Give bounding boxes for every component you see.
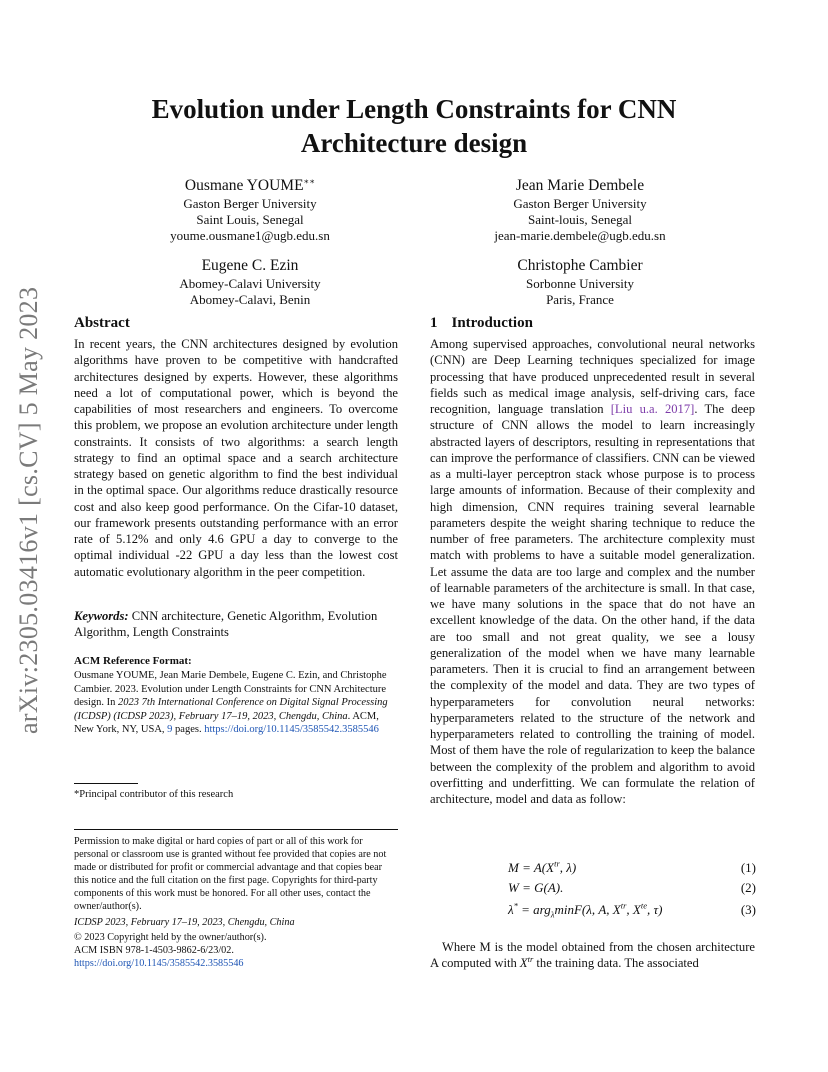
author-block-3 [120, 256, 380, 308]
equation-2: W = G(A). [508, 880, 564, 895]
footnote-rule [74, 783, 138, 784]
permission-text: Permission to make digital or hard copies of part or all of this work for personal or classroom use is granted without fee provided that copies are not made or distributed for profit or commercial advantage and that copies bear this notice and the full citation on the first page. Copyrights for third-party components of this work must be honored. For all other uses, contact the owner/author(s). [74, 836, 387, 912]
section-number: 1 [430, 315, 438, 331]
keywords-text: CNN architecture, Genetic Algorithm, Evolution Algorithm, Length Constraints [74, 609, 378, 640]
equation-1-number: (1) [740, 860, 756, 875]
author-affiliation: Gaston Berger University [183, 196, 317, 211]
equation-3: λ* = arg$_\lambda$minF(λ, A, $X^{tr}$, $X^{te}$, τ) [508, 900, 663, 920]
keywords-label: Keywords: [74, 609, 129, 623]
author-affiliation: Abomey-Calavi University [179, 276, 321, 291]
intro-text-part-2: . The deep structure of CNN allows the model to learn increasingly abstracted layers of descriptors, resulting in representations that can improve the performance of classifiers. CNN can be viewed as a multi-layer perceptron stack whose purpose is to process large amounts of information. Because of their complexity and high dimension, CNN requires training several learnable parameters despite the weight sharing technique to reduce the number of free parameters. The architecture complexity must match with problems to have a suitable model generalization. Let assume the data are too large and complex and the number of learnable parameters of the architecture is small. In that case, we have many solutions in the space that do not have an excellent knowledge of the data. On the other hand, if the data are too small and not great quality, we see a lousy generalization of the model when we have many learnable parameters. Then it is crucial to find an arrangement between the complexity of the model and data. They are two types of hyperparameters for convolution neural networks: hyperparameters related to the structure of the network and hyperparameters related to controlling the training of model. Most of them have the role of regularization to keep the balance between the complexity of the problem and algorithm to avoid overfitting and underfitting. We can formulate the relation of architecture, model and data as follow: [430, 402, 755, 806]
reference-authors: Ousmane YOUME, Jean Marie Dembele, Eugene C. Ezin, and Christophe Cambier. 2023. Evolution under Length Constraints for CNN Architecture design. In [74, 670, 387, 709]
author-location: Abomey-Calavi, Benin [189, 292, 311, 307]
reference-publisher: . ACM, New York, NY, USA, [74, 710, 379, 736]
paper-title [0, 92, 828, 160]
equation-2-number: (2) [740, 880, 756, 895]
post-equation-text-2: the training data. The associated [533, 956, 699, 971]
author-affiliation: Gaston Berger University [513, 196, 647, 211]
acm-reference-text [74, 669, 400, 736]
author-email: jean-marie.dembele@ugb.edu.sn [494, 228, 666, 243]
author-name: Jean Marie Dembele [515, 177, 645, 194]
permission-isbn: ACM ISBN 978-1-4503-9862-6/23/02. [74, 945, 234, 956]
section-heading-introduction [430, 315, 533, 332]
introduction-paragraph [430, 336, 755, 807]
equation-block [430, 858, 756, 928]
citation-link[interactable]: [Liu u.a. 2017] [610, 402, 695, 416]
author-block-1 [120, 176, 380, 244]
author-block-4 [450, 256, 710, 308]
acm-reference [74, 655, 400, 736]
author-name: Christophe Cambier [517, 257, 643, 274]
author-block-2 [450, 176, 710, 244]
reference-pages-link[interactable]: 9 [167, 724, 173, 736]
equation-3-number: (3) [740, 902, 756, 917]
permission-rule [74, 829, 398, 830]
keywords [74, 608, 398, 641]
permission-conference: ICDSP 2023, February 17–19, 2023, Chengdu, China [74, 917, 295, 928]
equation-1: $M = A(X^{tr}$, λ) [508, 858, 577, 875]
post-equation-text-1: Where M is the model obtained from the chosen architecture A computed with [430, 940, 755, 971]
post-equation-paragraph: Where M is the model obtained from the chosen architecture A computed with $X^{tr}$ the training data. The associated [430, 940, 755, 971]
author-location: Paris, France [546, 292, 614, 307]
reference-doi-link[interactable]: https://doi.org/10.1145/3585542.3585546 [204, 724, 379, 736]
author-name: Ousmane YOUME∗∗ [184, 175, 316, 194]
intro-text-part-1: Among supervised approaches, convolutional neural networks (CNN) are Deep Learning techniques specialized for image processing that have produced unprecedented result in several fields such as medical image analysis, self-driving cars, face recognition, language translation [430, 337, 755, 416]
author-email: youme.ousmane1@ugb.edu.sn [170, 228, 330, 243]
author-name: Eugene C. Ezin [201, 257, 299, 274]
reference-pages-word: pages. [172, 724, 205, 736]
title-line-2: Architecture design [300, 128, 528, 158]
section-title: Introduction [451, 315, 533, 331]
acm-reference-heading: ACM Reference Format: [74, 655, 192, 667]
author-location: Saint Louis, Senegal [196, 212, 304, 227]
arxiv-stamp: arXiv:2305.03416v1 [cs.CV] 5 May 2023 [14, 286, 43, 734]
permission-doi-link[interactable]: https://doi.org/10.1145/3585542.3585546 [74, 958, 244, 969]
abstract-text: In recent years, the CNN architectures designed by evolution algorithms have proven to be competitive with handcrafted architectures designed by experts. However, these algorithms need a lot of computational power, which is beyond the capabilities of most researchers and engineers. To overcome this problem, we propose an evolution architecture under length constraints. It consists of two algorithms: a search length strategy to find an optimal space and a search architecture strategy based on genetic algorithm to find the best individual in the optimal space. Our algorithms reduce drastically resource cost and also keep good performance. On the Cifar-10 dataset, our framework presents outstanding performance with an error rate of 5.12% and only 4.6 GPU a day to converge to the optimal individual -22 GPU a day less than the lowest cost automatic evolutionary algorithm in the peer competition. [74, 337, 398, 579]
footnote: *Principal contributor of this research [74, 789, 234, 800]
abstract-heading: Abstract [74, 315, 130, 331]
title-line-1: Evolution under Length Constraints for CNN [151, 94, 677, 124]
author-location: Saint-louis, Senegal [528, 212, 632, 227]
permission-block [74, 835, 398, 970]
reference-venue: 2023 7th International Conference on Digital Signal Processing (ICDSP) (ICDSP 2023), February 17–19, 2023, Chengdu, China [74, 697, 388, 722]
author-affiliation: Sorbonne University [526, 276, 634, 291]
permission-copyright: © 2023 Copyright held by the owner/author(s). [74, 932, 267, 943]
